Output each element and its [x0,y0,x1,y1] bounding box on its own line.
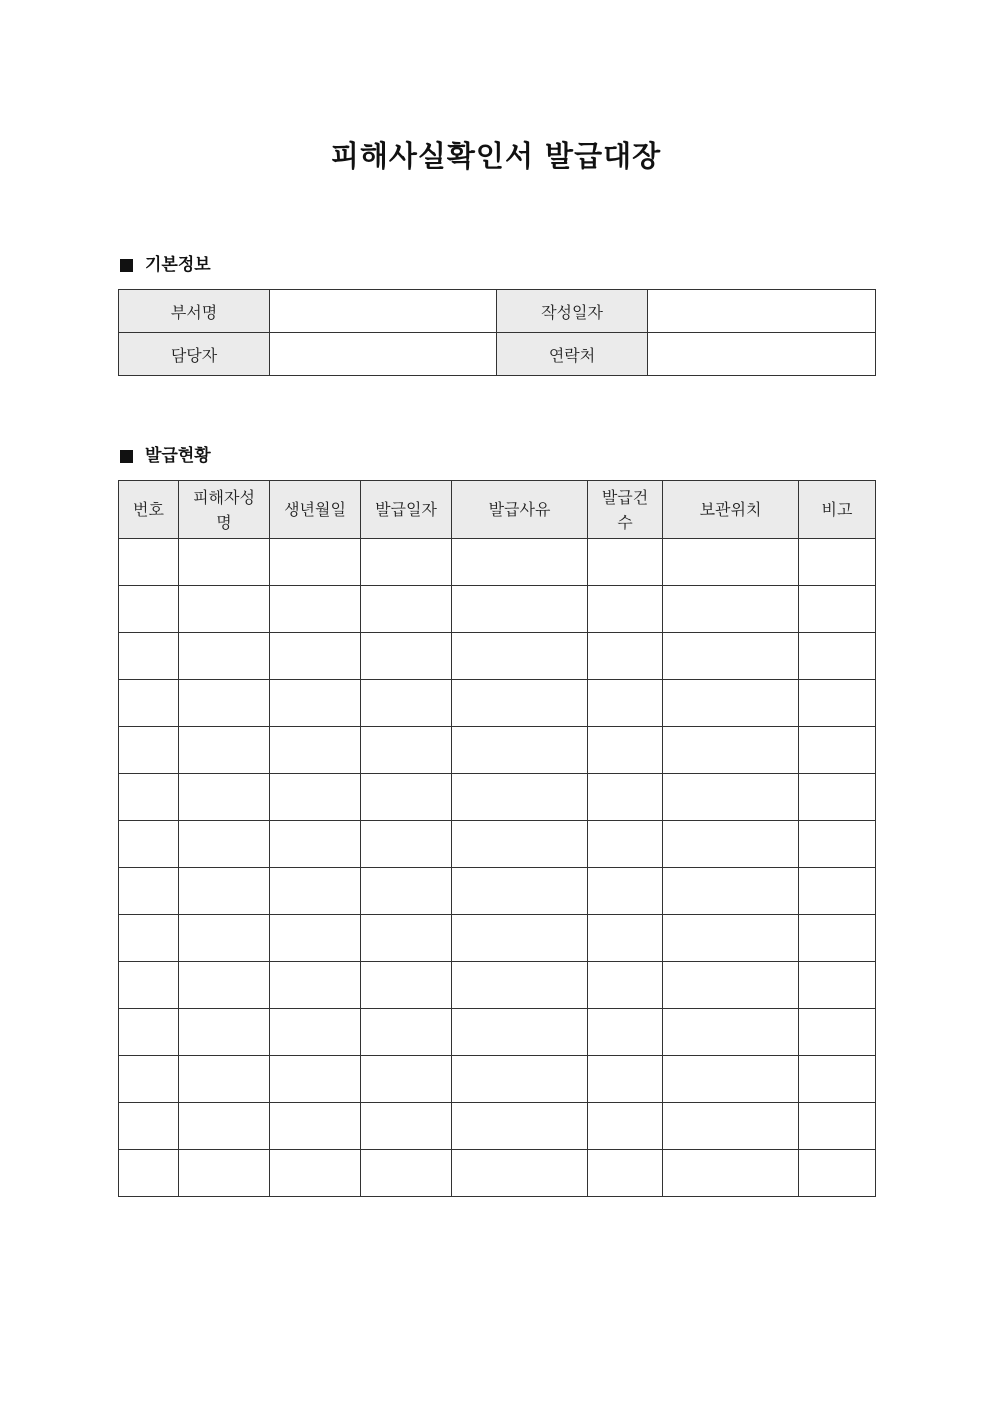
cell-birth-date[interactable] [270,727,361,774]
cell-number[interactable] [119,1103,179,1150]
cell-victim-name[interactable] [179,1009,270,1056]
table-row [119,821,876,868]
table-row [119,633,876,680]
cell-storage-location[interactable] [663,962,799,1009]
cell-issue-date[interactable] [361,1009,452,1056]
cell-issue-reason[interactable] [452,1056,588,1103]
cell-victim-name[interactable] [179,1056,270,1103]
cell-storage-location[interactable] [663,680,799,727]
cell-issue-reason[interactable] [452,1009,588,1056]
cell-storage-location[interactable] [663,633,799,680]
cell-issue-count[interactable] [588,1009,663,1056]
cell-issue-reason[interactable] [452,915,588,962]
cell-remarks[interactable] [799,962,876,1009]
department-label: 부서명 [119,290,270,333]
table-row [119,868,876,915]
cell-birth-date[interactable] [270,1056,361,1103]
cell-number[interactable] [119,868,179,915]
table-row [119,539,876,586]
cell-issue-date[interactable] [361,539,452,586]
cell-birth-date[interactable] [270,680,361,727]
column-header-storage-location [663,481,799,539]
cell-storage-location[interactable] [663,774,799,821]
cell-issue-reason[interactable] [452,1103,588,1150]
column-header-line: 생년월일 [284,500,346,519]
cell-number[interactable] [119,1009,179,1056]
cell-number[interactable] [119,633,179,680]
cell-number[interactable] [119,962,179,1009]
cell-remarks[interactable] [799,539,876,586]
column-header-victim-name [179,481,270,539]
cell-issue-date[interactable] [361,1150,452,1197]
cell-issue-reason[interactable] [452,586,588,633]
cell-issue-count[interactable] [588,727,663,774]
cell-birth-date[interactable] [270,774,361,821]
square-bullet-icon [120,450,133,463]
cell-issue-date[interactable] [361,915,452,962]
cell-issue-count[interactable] [588,633,663,680]
basic-info-row [119,290,876,333]
cell-remarks[interactable] [799,1009,876,1056]
section-heading-basic-info [120,253,211,277]
cell-birth-date[interactable] [270,962,361,1009]
cell-victim-name[interactable] [179,727,270,774]
cell-birth-date[interactable] [270,633,361,680]
cell-number[interactable] [119,727,179,774]
cell-remarks[interactable] [799,727,876,774]
cell-remarks[interactable] [799,915,876,962]
cell-remarks[interactable] [799,680,876,727]
cell-number[interactable] [119,915,179,962]
column-header-issue-count [588,481,663,539]
cell-storage-location[interactable] [663,1103,799,1150]
cell-issue-reason[interactable] [452,539,588,586]
cell-storage-location[interactable] [663,915,799,962]
section-heading-label: 발급현황 [145,446,211,466]
cell-remarks[interactable] [799,868,876,915]
cell-birth-date[interactable] [270,586,361,633]
cell-number[interactable] [119,774,179,821]
column-header-line: 발급건 [601,487,649,507]
cell-birth-date[interactable] [270,1103,361,1150]
cell-birth-date[interactable] [270,1150,361,1197]
cell-remarks[interactable] [799,1150,876,1197]
cell-issue-date[interactable] [361,821,452,868]
cell-issue-date[interactable] [361,1103,452,1150]
cell-issue-reason[interactable] [452,821,588,868]
issuance-header-row [119,481,876,539]
cell-victim-name[interactable] [179,539,270,586]
basic-info-row [119,333,876,376]
cell-number[interactable] [119,539,179,586]
cell-issue-reason[interactable] [452,680,588,727]
cell-issue-reason[interactable] [452,962,588,1009]
square-bullet-icon [120,259,133,272]
date-written-value-field[interactable] [648,290,876,333]
column-header-line: 비고 [821,500,853,519]
cell-victim-name[interactable] [179,868,270,915]
cell-victim-name[interactable] [179,633,270,680]
contact-value-field[interactable] [648,333,876,376]
table-row [119,774,876,821]
manager-value-field[interactable] [270,333,497,376]
cell-issue-date[interactable] [361,680,452,727]
cell-issue-date[interactable] [361,633,452,680]
table-row [119,1056,876,1103]
basic-info-table [118,289,876,376]
cell-storage-location[interactable] [663,1009,799,1056]
section-heading-label: 기본정보 [145,255,211,275]
table-row [119,1009,876,1056]
cell-birth-date[interactable] [270,868,361,915]
table-row [119,680,876,727]
cell-victim-name[interactable] [179,821,270,868]
cell-issue-reason[interactable] [452,868,588,915]
cell-birth-date[interactable] [270,539,361,586]
cell-remarks[interactable] [799,774,876,821]
cell-issue-count[interactable] [588,821,663,868]
cell-victim-name[interactable] [179,680,270,727]
column-header-line: 발급사유 [488,500,551,519]
table-row [119,1103,876,1150]
cell-issue-count[interactable] [588,915,663,962]
cell-number[interactable] [119,586,179,633]
cell-victim-name[interactable] [179,586,270,633]
table-row [119,915,876,962]
cell-number[interactable] [119,821,179,868]
cell-storage-location[interactable] [663,586,799,633]
cell-remarks[interactable] [799,1056,876,1103]
cell-remarks[interactable] [799,1103,876,1150]
cell-victim-name[interactable] [179,962,270,1009]
cell-issue-reason[interactable] [452,633,588,680]
cell-issue-date[interactable] [361,868,452,915]
page-title: 피해사실확인서 발급대장 [330,139,662,173]
column-header-number [119,481,179,539]
cell-issue-date[interactable] [361,774,452,821]
column-header-issue-reason [452,481,588,539]
column-header-birth-date [270,481,361,539]
cell-issue-date[interactable] [361,586,452,633]
cell-victim-name[interactable] [179,915,270,962]
column-header-issue-date [361,481,452,539]
table-row [119,962,876,1009]
cell-storage-location[interactable] [663,1056,799,1103]
cell-birth-date[interactable] [270,821,361,868]
date-written-label: 작성일자 [497,290,648,333]
cell-issue-count[interactable] [588,680,663,727]
cell-issue-count[interactable] [588,1103,663,1150]
cell-number[interactable] [119,680,179,727]
column-header-line: 피해자성 [193,487,255,507]
cell-issue-reason[interactable] [452,774,588,821]
cell-issue-count[interactable] [588,1150,663,1197]
cell-issue-date[interactable] [361,727,452,774]
column-header-line: 수 [617,512,633,532]
cell-remarks[interactable] [799,821,876,868]
section-heading-issuance-status [120,444,211,468]
cell-storage-location[interactable] [663,1150,799,1197]
cell-storage-location[interactable] [663,727,799,774]
cell-issue-count[interactable] [588,539,663,586]
cell-storage-location[interactable] [663,868,799,915]
cell-issue-date[interactable] [361,1056,452,1103]
cell-storage-location[interactable] [663,821,799,868]
cell-victim-name[interactable] [179,1103,270,1150]
cell-issue-reason[interactable] [452,727,588,774]
cell-victim-name[interactable] [179,1150,270,1197]
cell-remarks[interactable] [799,586,876,633]
contact-label: 연락처 [497,333,648,376]
column-header-line: 번호 [133,500,164,519]
cell-issue-reason[interactable] [452,1150,588,1197]
cell-number[interactable] [119,1150,179,1197]
manager-label: 담당자 [119,333,270,376]
column-header-line: 명 [216,512,232,532]
cell-issue-count[interactable] [588,868,663,915]
table-row [119,727,876,774]
cell-issue-count[interactable] [588,774,663,821]
cell-issue-count[interactable] [588,586,663,633]
cell-issue-date[interactable] [361,962,452,1009]
column-header-remarks [799,481,876,539]
cell-birth-date[interactable] [270,915,361,962]
table-row [119,586,876,633]
cell-number[interactable] [119,1056,179,1103]
issuance-table [118,480,876,1197]
department-value-field[interactable] [270,290,497,333]
cell-remarks[interactable] [799,633,876,680]
column-header-line: 발급일자 [375,500,437,519]
cell-birth-date[interactable] [270,1009,361,1056]
cell-issue-count[interactable] [588,1056,663,1103]
cell-issue-count[interactable] [588,962,663,1009]
cell-storage-location[interactable] [663,539,799,586]
cell-victim-name[interactable] [179,774,270,821]
table-row [119,1150,876,1197]
column-header-line: 보관위치 [699,500,762,519]
